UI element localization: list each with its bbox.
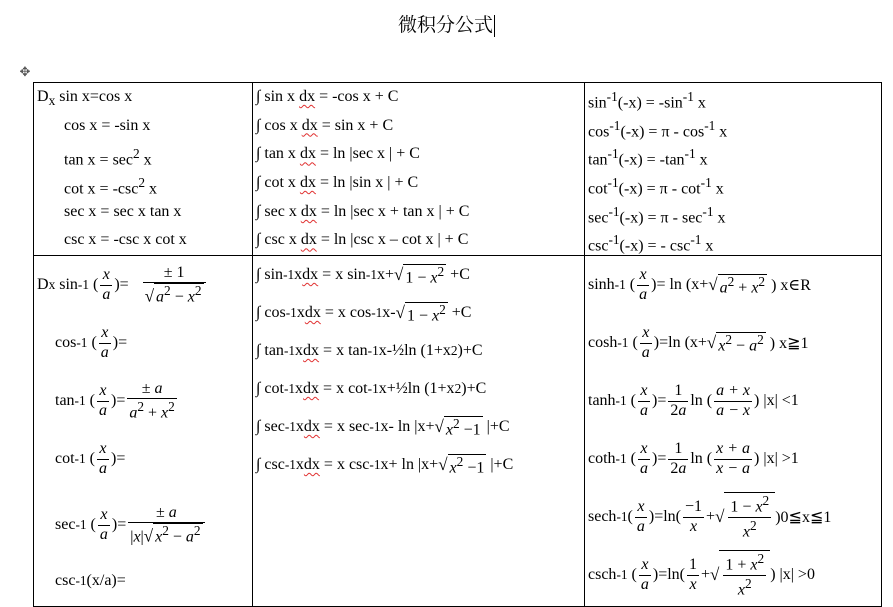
formula-line: sech -1 ( $\frac{x}{a}$ )=ln( $\frac{-1}{x}$ + √ $\frac{1 - x^2}{x^2}$ )0≦x≦1 — [588, 493, 832, 541]
table-row-inverse — [34, 256, 882, 607]
formula-line: ∫ cot -1 x dx = x cot -1 x+½ln (1+x 2 )+C — [256, 380, 487, 398]
formula-line: ∫ sin x dx = -cos x + C — [256, 88, 399, 105]
formula-line: ∫ sin -1 x dx = x sin -1 x+ √ $1 - x^2$ +C — [256, 263, 470, 286]
formula-line: ∫ sec -1 x dx = x sec -1 x- ln |x+ √ $x^2 -1$ |+C — [256, 415, 510, 438]
document-title[interactable] — [0, 10, 893, 37]
formula-line: D x sin -1 ( $\frac{x}{a}$ )= $\frac{\pm 1}{√ a^2 - x^2}$ — [34, 256, 252, 314]
formula-table — [33, 82, 882, 607]
text-cursor — [494, 15, 495, 37]
formula-line: csch -1 ( $\frac{x}{a}$ )=ln( $\frac{1}{x}$ + √ $\frac{1 + x^2}{x^2}$ ) |x| >0 — [588, 551, 815, 599]
formula-line: $\tan^{-1}(-x) = -\tan^{-1}$ x — [588, 146, 708, 169]
formula-line: csc -1 (x/a)= — [55, 572, 126, 590]
cell-trig-derivatives[interactable] — [34, 83, 253, 256]
formula-line: $\cos^{-1}(-x) = \pi - \cos^{-1} x$ — [588, 117, 728, 141]
formula-line: $\cot^{-1}(-x) = \pi - \cot^{-1} x$ — [588, 175, 724, 198]
formula-line: $\cot x = -\csc^2$ x — [64, 175, 157, 198]
formula-line: cos -1 ( $\frac{x}{a}$ )= — [55, 324, 128, 361]
formula-line: $D_x$ sin x=cos x — [37, 88, 133, 109]
cell-inverse-derivatives[interactable] — [34, 256, 253, 607]
formula-line: ∫ csc x dx = ln |csc x – cot x | + C — [256, 231, 469, 249]
formula-line: sec -1 ( $\frac{x}{a}$ )= $\frac{\pm a}{|x|√ x^2 - a^2}$ — [34, 488, 252, 562]
formula-line: $\csc^{-1}(-x)$ = - $\csc^{-1} x$ — [588, 232, 714, 255]
formula-line: ∫ cos x dx = sin x + C — [256, 116, 394, 134]
formula-line: cot -1 ( $\frac{x}{a}$ )= — [55, 440, 126, 477]
cell-inverse-hyperbolic[interactable] — [585, 256, 882, 607]
formula-line: ∫ csc -1 x dx = x csc -1 x+ ln |x+ √ $x^2 -1$ |+C — [256, 453, 514, 476]
formula-line: ∫ cos -1 x dx = x cos -1 x- √ $1 - x^2$ +C — [256, 301, 472, 324]
formula-line: ∫ tan -1 x dx = x tan -1 x-½ln (1+x 2 )+C — [256, 342, 483, 360]
formula-line: sinh -1 ( $\frac{x}{a}$ )= ln (x+ √ $a^2 + x^2$ ) x∈R — [588, 266, 811, 303]
table-move-handle-icon[interactable]: ✥ — [19, 65, 31, 80]
formula-line: sec x = sec x tan x — [64, 202, 182, 220]
table-row-basic — [34, 83, 882, 256]
formula-line: ∫ tan x dx = ln |sec x | + C — [256, 145, 420, 163]
formula-line: $\tan x = \sec^2 x$ — [64, 146, 152, 169]
formula-line: tan -1 ( $\frac{x}{a}$ )= $\frac{\pm a}{a^2 + x^2}$ — [55, 379, 175, 422]
cell-inverse-identities[interactable] — [585, 83, 882, 256]
formula-line: tanh -1 ( $\frac{x}{a}$ )= $\frac{1}{2a}$ ln ( $\frac{a + x}{a - x}$ ) |x| <1 — [588, 382, 799, 419]
formula-line: cos x = -sin x — [64, 116, 151, 134]
cell-trig-integrals[interactable] — [253, 83, 585, 256]
cell-inverse-integrals[interactable] — [253, 256, 585, 607]
formula-line: ∫ cot x dx = ln |sin x | + C — [256, 174, 419, 192]
document-title-text: 微积分公式 — [397, 14, 493, 36]
formula-line: csc x = -csc x cot x — [64, 231, 187, 249]
formula-line: ∫ sec x dx = ln |sec x + tan x | + C — [256, 202, 470, 220]
formula-line: coth -1 ( $\frac{x}{a}$ )= $\frac{1}{2a}$ ln ( $\frac{x + a}{x - a}$ ) |x| >1 — [588, 440, 799, 477]
formula-line: $\sin^{-1}(-x) = -\sin^{-1}$ x — [588, 89, 706, 112]
formula-line: cosh -1 ( $\frac{x}{a}$ )=ln (x+ √ $x^2 - a^2$ ) x≧1 — [588, 324, 809, 361]
formula-line: $\sec^{-1}(-x) = \pi - \sec^{-1} x$ — [588, 203, 726, 227]
